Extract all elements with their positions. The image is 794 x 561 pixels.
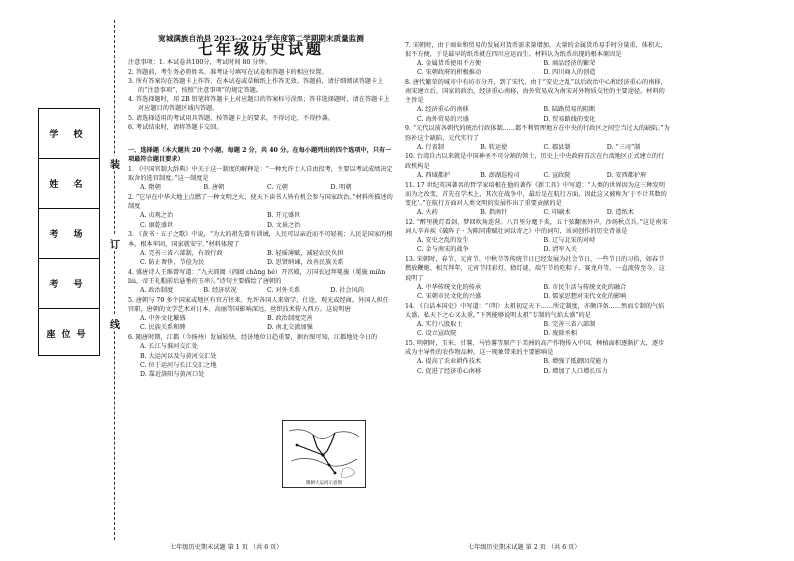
answer-options: [405, 105, 670, 123]
question-stem: 10. 台湾自古以来就是中国神圣不可分割的领土，历史上中央政府首次在台湾地区正式建立的行政机构是: [405, 153, 665, 170]
answer-option: A. 实行八股取士: [417, 321, 463, 329]
question-list-left: [128, 165, 394, 379]
answer-option: C. 郡县制: [543, 143, 571, 151]
question-stem: 9. “元代以前各朝代的统治行政体制……都不利管理地方在中央的行政区之间空当过大的缺陷。”为弥补这个缺陷，元代实行了: [405, 125, 670, 142]
answer-option: B. 经济状况: [203, 287, 237, 295]
answer-option: C. 印刷术: [543, 209, 571, 217]
question-item: [405, 124, 670, 152]
question-stem: 13. 宋朝时，春节、元宵节、中秋节等传统节日已经发展为社会节日，一些节日的习俗，如春节燃放鞭炮、相互拜年，元宵节挂彩灯、猜灯谜，端午节的吃粽子、赛龙舟等，一直流传至今。这说明了: [405, 256, 665, 282]
answer-option: C. 康乾盛世: [140, 221, 174, 229]
binding-line: [114, 20, 115, 540]
answer-options: [405, 143, 670, 152]
answer-option: C. 位于运河与长江交汇之地: [140, 361, 217, 369]
answer-option: B. 轻徭薄赋，减轻农民负担: [267, 249, 344, 257]
question-item: [128, 268, 394, 296]
question-item: [128, 296, 394, 333]
answer-option: A. 金属货币使用不方便: [417, 59, 482, 67]
question-stem: 7. 宋朝时，由于商业和贸易的发展对货币需求量增加，大量的金属货币易手时分量重，体积大，很不方便，于是最早的纸币就在四川应运而生。材料认为纸币出现的根本原因是: [405, 41, 667, 58]
answer-option: A. 贞观之治: [140, 212, 174, 220]
note-item: 6. 考试结束时，请将答题卡交回。: [128, 123, 223, 131]
binding-char-ding: 订: [104, 236, 126, 251]
answer-option: A. 西域都护: [417, 171, 451, 179]
exam-header: 宽城满族自治县 2023--2024 学年度第二学期期末质量监测: [158, 34, 364, 43]
answer-option: A. 经济重心的南移: [417, 106, 469, 114]
exam-notes: [128, 58, 394, 132]
question-item: [405, 181, 670, 218]
note-item: 4. 答选择题时，用 2B 铅笔将答题卡上对应题目的答案标号涂黑；答非选择题时，请在答题卡上对应题目的答题区域内答题。: [128, 96, 390, 113]
question-item: [405, 255, 670, 301]
answer-options: [128, 342, 394, 379]
answer-options: [405, 208, 670, 217]
question-item: [405, 41, 670, 78]
answer-option: B. 市民生活与传统文化的融合: [543, 283, 627, 291]
question-item: [405, 78, 670, 124]
note-item: 3. 所有答案均在答题卡上作答，在本试卷或草稿纸上作答无效。答题前，请仔细阅读答题卡上的“注意事项”，按照“注意事项”的规定答题。: [128, 77, 384, 95]
answer-option: B. 辽与北宋的对峙: [543, 237, 596, 245]
answer-option: C. 海外贸易的兴盛: [417, 115, 469, 123]
school-field-label: 学 校: [39, 109, 99, 159]
note-item: 5. 请选择适用的考试用具答题，按答题卡上的要求，不得讨论，不得抄袭。: [128, 114, 334, 122]
student-info-box: [38, 108, 100, 356]
answer-options: [405, 283, 670, 301]
answer-option: A. 完善三省六部制，有效行政: [140, 249, 223, 257]
exam-number-field-label: 考 号: [39, 259, 99, 309]
answer-option: B. 商品经济的繁荣: [543, 59, 596, 67]
answer-option: D. 清军入关: [543, 246, 577, 254]
answer-option: A. 火药: [417, 209, 438, 217]
question-stem: 15. 明朝时，玉米、甘薯、马铃薯等原产于美洲的高产作物传入中国，种植面积逐渐扩大，逐步成为主导性的农作物品种，这一现象带来的主要影响是: [405, 340, 665, 357]
question-item: [128, 193, 394, 230]
answer-option: D. 造纸术: [606, 209, 634, 217]
section-heading: 一、选择题（本大题共 20 个小题，每题 2 分，共 40 分。在每小题列出的四个选项中，只有一项最符合题目要求）: [128, 147, 392, 164]
answer-option: B. 大运河以及与黄河交汇处: [140, 352, 217, 360]
answer-option: D. 贸易路线的变化: [543, 115, 596, 123]
answer-option: B. 陆路贸易的阻断: [543, 106, 596, 114]
answer-option: C. 宋朝政府的积极推动: [417, 69, 482, 77]
answer-option: D. 增加了人口增长压力: [543, 367, 608, 375]
map-icon: [283, 421, 365, 487]
answer-option: C. 防止奢侈，节俭为民: [140, 258, 205, 266]
answer-option: B. 澎湖巡检司: [480, 171, 520, 179]
question-item: [405, 218, 670, 255]
left-column: [128, 34, 394, 379]
answer-options: [128, 286, 394, 295]
answer-option: D. “三司”制: [606, 143, 641, 151]
answer-option: C. 民族关系和睦: [140, 324, 186, 332]
answer-option: D. 社会风尚: [330, 287, 364, 295]
question-item: [128, 333, 394, 379]
answer-option: A. 安史之乱的发生: [417, 237, 469, 245]
answer-option: C. 设立宣政院: [417, 330, 457, 338]
answer-option: B. 指南针: [480, 209, 508, 217]
question-item: [405, 302, 670, 339]
answer-options: [128, 249, 394, 267]
question-stem: 8. 唐代繁荣的城市中有坊市分开，到了宋代，由于“安史之乱”以后政治中心和经济重心的南移，南宋建立后，国家的政治，经济重心南移，海外贸易成为南宋对外物质交往的主要途径。材料的主旨是: [405, 78, 667, 105]
answer-option: A. 长江与淮河交汇处: [140, 343, 198, 351]
answer-option: C. 金与南宋的战争: [417, 246, 469, 254]
answer-options: [405, 171, 670, 180]
answer-option: A. 中外文化繁盛: [140, 315, 186, 323]
page-footer-right: 七年级历史期末试题 第 2 页 （共 6 页）: [468, 544, 581, 551]
right-column: [405, 40, 670, 376]
binding-char-zhuang: 装: [104, 156, 126, 171]
map-caption: 隋朝大运河示意图: [306, 481, 342, 486]
answer-option: A. 行省制: [417, 143, 444, 151]
page-footer-left: 七年级历史期末试题 第 1 页 （共 6 页）: [170, 544, 283, 551]
question-stem: 14. 《白话本国史》中写道：“（明）太祖初定天下……所定制度，亦颇详备……然而专制的气焰太盛，私天下之心又太重。”下列能够说明太祖“专制的气焰太盛”的是: [405, 302, 665, 319]
answer-option: D. 南北交流加强: [267, 324, 313, 332]
question-item: [128, 165, 394, 193]
answer-option: A. 政治制度: [140, 287, 174, 295]
answer-option: D. 四川商人的创造: [543, 69, 596, 77]
answer-option: C. 促进了经济重心南移: [417, 367, 482, 375]
answer-option: B. 唐朝: [203, 184, 225, 192]
question-item: [128, 230, 394, 267]
answer-option: D. 思贤纳谏，改善民族关系: [267, 258, 344, 266]
answer-option: B. 政治制度完善: [267, 315, 313, 323]
answer-option: B. 转运使: [480, 143, 508, 151]
question-stem: 1. 《中国官制大辞典》中关于这一制度的解释是：“一种允许士人自由投考，主要以考试成绩决定取舍的选官制度。”这一制度是: [128, 165, 393, 183]
answer-option: C. 宋朝市民文化的兴盛: [417, 292, 482, 300]
question-stem: 6. 随唐时期，江都（今扬州）发展较快，经济地位日趋重要，据右图可知，江都地处今日的: [128, 334, 378, 342]
binding-char-xian: 线: [104, 316, 126, 331]
answer-option: D. 文景之治: [267, 221, 301, 229]
answer-option: B. 开元盛世: [267, 212, 301, 220]
note-item: 注意事项：1. 本试卷共100分，考试时间 80 分钟。: [128, 59, 271, 67]
answer-options: [405, 320, 670, 338]
question-stem: 12. “醉里挑灯看剑，梦回吹角连营。八百里分麾下炙，五十弦翻塞外声。沙场秋点兵。”这是南宋词人辛弃疾《破阵子 · 为陈同甫赋壮词以寄之》中的词句，该词创作的历史背景是: [405, 218, 668, 236]
answer-option: A. 中华传统文化的传承: [417, 283, 482, 291]
answer-options: [405, 357, 670, 375]
answer-option: D. 废除丞相: [543, 330, 577, 338]
name-field-label: 姓 名: [39, 159, 99, 209]
question-item: [405, 339, 670, 376]
question-stem: 2. “它早在中华大地上点燃了一种文明之火，使天下读书人皆有机会参与国家政治。”材料所描述的制度: [128, 194, 393, 211]
question-item: [405, 152, 670, 180]
answer-option: B. 完善三省六部制: [543, 321, 596, 329]
answer-option: D. 明朝: [330, 184, 352, 192]
answer-option: A. 提高了农业耕作技术: [417, 358, 482, 366]
question-stem: 3. 《黄书 · 五子之歌》中说，“为大的祖先曾有训诫，人民可以亲近而不可轻视；人民是国家的根本，根本牢固，国家就安宁。”材料体现了: [128, 231, 393, 248]
answer-options: [128, 211, 394, 229]
question-stem: 11. 17 世纪英国著名的哲学家培根在他的著作《新工具》中写道：“人类的世界因为这三种发明而为之改变，首先在学术上，其次在战争中，最后是在航行方面，因此这又被称为‘于不计其数的变化’。”在航行方面对人类文明的发展作出了重要贡献的是: [405, 181, 667, 207]
question-stem: 5. 唐朝与 70 多个国家或地区有官方往来。允许各国人来留学，仕途，观光或经商。外国人担任官职，唐朝的文学艺术对日本、高丽等国影响深远，丝织技术传入西方。这说明唐: [128, 296, 389, 313]
page-title: 七年级历史试题: [197, 40, 324, 59]
answer-option: D. 靠近洛阳与黄河口处: [140, 370, 205, 378]
answer-option: B. 增强了抵御因荒能力: [543, 358, 608, 366]
exam-room-field-label: 考 场: [39, 209, 99, 259]
answer-option: C. 元朝: [267, 184, 288, 192]
answer-options: [128, 314, 394, 332]
question-stem: 4. 盛唐诗人王维曾写道：“九天阊阖（阊阖 chāng hé）开宫殿，万国衣冠拜冕旒（冕旒 miǎn liú，帝王礼帽前后悬垂的玉串）。”诗句主要描绘了唐朝的: [128, 268, 386, 285]
answer-option: D. 安西都护府: [606, 171, 647, 179]
answer-options: [128, 183, 394, 192]
answer-option: D. 儒家思想对宋代文化的影响: [543, 292, 627, 300]
grand-canal-map: [282, 420, 366, 488]
answer-option: C. 对外关系: [267, 287, 301, 295]
note-item: 2. 答题前，考生务必将姓名、准考证号填写在试卷和答题卡的相应位置。: [128, 68, 328, 76]
answer-options: [405, 59, 670, 77]
answer-options: [405, 236, 670, 254]
answer-option: A. 隋朝: [140, 184, 161, 192]
seat-number-field-label: 座位号: [46, 330, 92, 340]
answer-option: C. 宣政院: [543, 171, 571, 179]
